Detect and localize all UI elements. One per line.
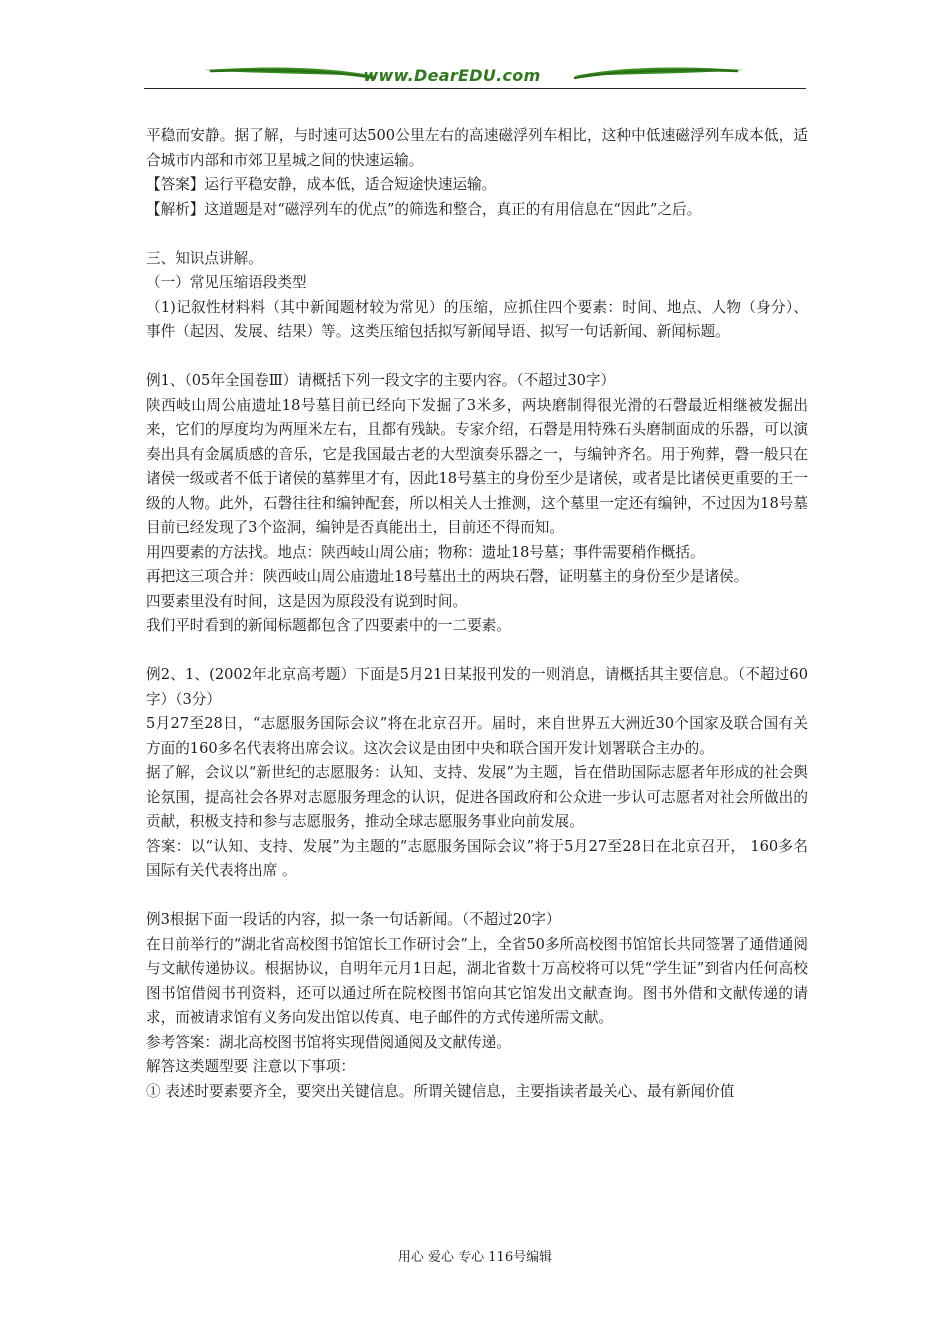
example-heading: 例1、（05年全国卷Ⅲ）请概括下列一段文字的主要内容。（不超过30字）	[146, 372, 616, 389]
header-divider	[144, 88, 806, 89]
subsection-heading: （一）常见压缩语段类型	[146, 274, 307, 291]
paragraph: 四要素里没有时间，这是因为原段没有说到时间。	[146, 592, 468, 610]
paragraph: 陕西岐山周公庙遗址18号墓目前已经向下发掘了3米多，两块磨制得很光滑的石磬最近相继被发掘出来，它们的厚度均为两厘米左右，且都有残缺。专家介绍，石磬是用特殊石头磨制面成的乐器，可以演奏出具有金属质感的音乐，它是我国最古老的大型演奏乐器之一，与编钟齐名。用于殉葬，磬一般只在诸侯一级或者不低于诸侯的墓葬里才有，因此18号墓主的身份至少是诸侯，或者是比诸侯更重要的王一级的人物。此外，石磬往往和编钟配套，所以相关人士推测，这个墓里一定还有编钟，不过因为18号墓目前已经发现了3个盗洞，编钟是否真能出土，目前还不得而知。	[146, 396, 808, 536]
paragraph: ① 表述时要素要齐全，要突出关键信息。所谓关键信息，主要指读者最关心、最有新闻价值	[146, 1082, 735, 1100]
page-footer: 用心 爱心 专心 116号编辑	[397, 1250, 553, 1265]
document-body	[146, 124, 808, 1104]
analysis-line: 【解析】这道题是对“磁浮列车的优点”的筛选和整合，真正的有用信息在“因此”之后。	[146, 200, 702, 218]
paragraph: 在日前举行的“湖北省高校图书馆馆长工作研讨会”上，全省50多所高校图书馆馆长共同签署了通借通阅与文献传递协议。根据协议，自明年元月1日起，湖北省数十万高校将可以凭“学生证”到省内任何高校图书馆借阅书刊资料，还可以通过所在院校图书馆向其它馆发出文献查询。图书外借和文献传递的请求，而被请求馆有义务向发出馆以传真、电子邮件的方式传递所需文献。	[146, 935, 808, 1026]
example-heading: 例3根据下面一段话的内容，拟一条一句话新闻。（不超过20字）	[146, 911, 561, 928]
example-heading: 例2、1、(2002年北京高考题）下面是5月21日某报刊发的一则消息，请概括其主要信息。（不超过60字）（3分）	[146, 666, 808, 708]
paragraph: 我们平时看到的新闻标题都包含了四要素中的一二要素。	[146, 617, 511, 634]
blank-line	[146, 345, 808, 370]
site-logo: www.DearEDU.com	[363, 66, 541, 85]
answer-line: 【答案】运行平稳安静，成本低，适合短途快速运输。	[146, 176, 497, 193]
blank-line	[146, 222, 808, 247]
paragraph: （1)记叙性材料料（其中新闻题材较为常见）的压缩，应抓住四个要素：时间、地点、人物（身分）、事件（起因、发展、结果）等。这类压缩包括拟写新闻导语、拟写一句话新闻、新闻标题。	[146, 298, 808, 340]
answer-line: 参考答案：湖北高校图书馆将实现借阅通阅及文献传递。	[146, 1033, 511, 1051]
paragraph: 用四要素的方法找。地点：陕西岐山周公庙；物称：遗址18号墓；事件需要稍作概括。	[146, 543, 705, 561]
paragraph: 据了解，会议以“新世纪的志愿服务：认知、支持、发展”为主题，旨在借助国际志愿者年形成的社会舆论氛围，提高社会各界对志愿服务理念的认识，促进各国政府和公众进一步认可志愿者对社会所做出的贡献，积极支持和参与志愿服务，推动全球志愿服务事业向前发展。	[146, 764, 808, 830]
paragraph: 解答这类题型要 注意以下事项：	[146, 1058, 355, 1075]
paragraph: 5月27至28日，“志愿服务国际会议”将在北京召开。届时，来自世界五大洲近30个国家及联合国有关方面的160多名代表将出席会议。这次会议是由团中央和联合国开发计划署联合主办的。	[146, 715, 808, 757]
section-heading: 三、知识点讲解。	[146, 249, 263, 267]
blank-line	[146, 884, 808, 909]
paragraph: 平稳而安静。据了解，与时速可达500公里左右的高速磁浮列车相比，这种中低速磁浮列车成本低，适合城市内部和市郊卫星城之间的快速运输。	[146, 127, 808, 169]
answer-line: 答案：以“认知、支持、发展”为主题的“志愿服务国际会议”将于5月27至28日在北京召开， 160多名国际有关代表将出席 。	[146, 837, 808, 879]
blank-line	[146, 639, 808, 664]
paragraph: 再把这三项合并：陕西岐山周公庙遗址18号墓出土的两块石磬，证明墓主的身份至少是诸侯。	[146, 568, 749, 585]
